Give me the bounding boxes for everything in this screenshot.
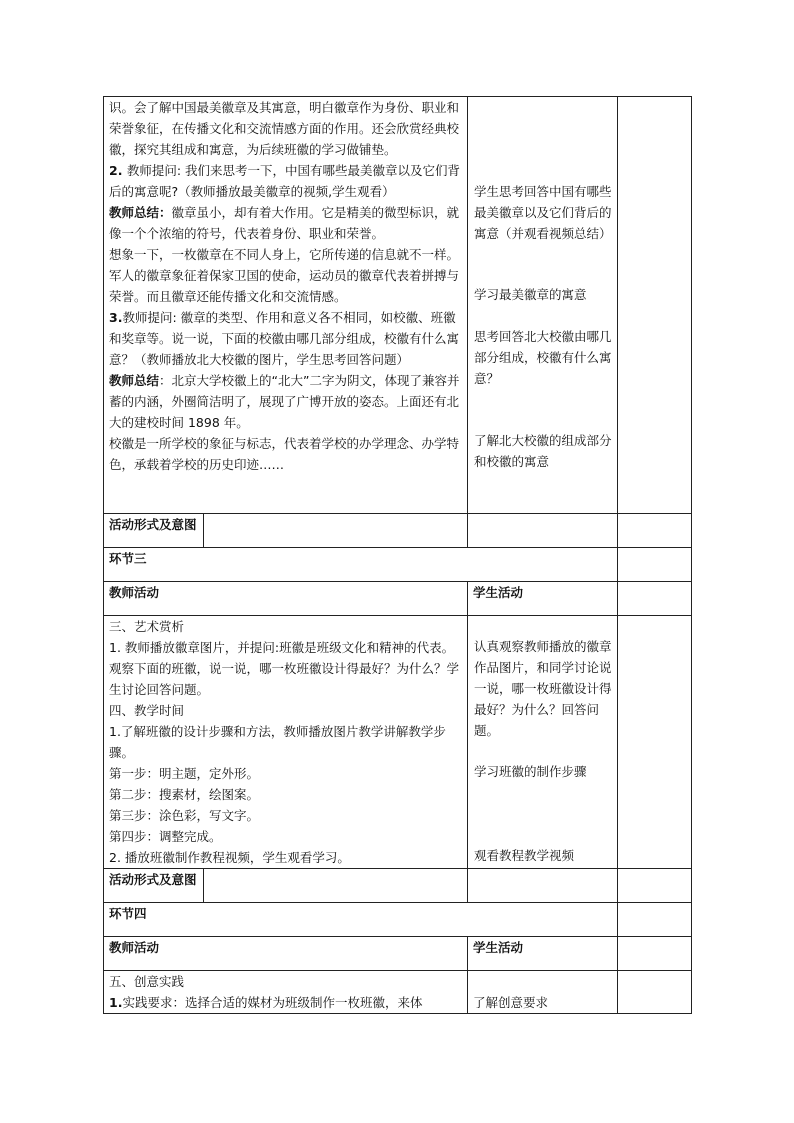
teacher-activity-header-2: 教师活动 [104,937,468,971]
activity-form-row-1 [104,514,692,548]
teacher-design-steps: 1.了解班徽的设计步骤和方法，教师播放图片教学讲解教学步骤。 [109,724,446,760]
creative-practice-heading: 五、创意实践 [109,974,185,989]
section3-student-cell [468,616,618,869]
activity-form-student-cell [468,514,618,548]
teacher-summary-1 [109,202,462,244]
teacher-text-imagine: 想象一下，一枚徽章在不同人身上，它所传递的信息就不一样。军人的徽章象征着保家卫国的使命，运动员的徽章代表着拼搏与荣誉。而且徽章还能传播文化和交流情感。 [109,247,460,304]
section4-student-cell: 了解创意要求 [468,971,618,1014]
art-appreciation-heading: 三、艺术赏析 [109,619,185,634]
stage4-heading: 环节四 [104,903,618,937]
stage3-heading: 环节三 [104,548,618,582]
section3-teacher-cell [104,616,468,869]
stage4-row [104,903,692,937]
teacher-summary-2 [109,370,462,433]
question-3-number: 3. [109,310,123,325]
section1-row [104,97,692,514]
activity-form-note-cell [618,514,692,548]
design-step-3: 第三步：涂色彩，写文字。 [109,808,260,823]
activity-form-label-cell-2 [104,869,468,903]
teacher-step-1: 1. 教师播放徽章图片，并提问:班徽是班级文化和精神的代表。观察下面的班徽，说一说，哪一枚班徽设计得最好？为什么？学生讨论回答问题。 [109,640,460,697]
activity-form-label-2: 活动形式及意图 [109,872,197,887]
stage4-columns-row [104,937,692,971]
activity-form-label: 活动形式及意图 [109,517,197,532]
stage4-note-cell [618,903,692,937]
practice-requirement [109,992,462,1013]
section1-teacher-cell [104,97,468,514]
stage4-header-note-cell [618,937,692,971]
summary-2-text: ：北京大学校徽上的“北大”二字为阴文，体现了兼容并蓄的内涵，外圈简洁明了，展现了广博开放的姿态。上面还有北大的建校时间 1898 年。 [109,373,460,430]
student-activity-1: 学生思考回答中国有哪些最美徽章以及它们背后的寓意（并观看视频总结） [474,184,612,241]
teacher-question-3 [109,307,462,370]
section1-note-cell [618,97,692,514]
section3-row [104,616,692,869]
practice-number: 1. [109,995,123,1010]
design-step-4: 第四步：调整完成。 [109,829,222,844]
student-learn-steps: 学习班徽的制作步骤 [474,764,587,779]
student-activity-2: 学习最美徽章的寓意 [474,287,587,302]
summary-1-label: 教师总结： [109,205,172,220]
question-3-text: 教师提问: 徽章的类型、作用和意义各不相同，如校徽、班徽和奖章等。说一说，下面的校徽由哪几部分组成，校徽有什么寓意？（教师播放北大校徽的图片，学生思考回答问题） [109,310,460,367]
teaching-time-heading: 四、教学时间 [109,703,185,718]
activity-form-student-cell-2 [468,869,618,903]
teacher-text-emblem: 校徽是一所学校的象征与标志，代表着学校的办学理念、办学特色，承载着学校的历史印迹…… [109,436,460,472]
section4-note-cell [618,971,692,1014]
stage3-note-cell [618,548,692,582]
design-step-1: 第一步：明主题，定外形。 [109,766,260,781]
teacher-question-2 [109,160,462,202]
student-watch-video: 观看教程教学视频 [474,848,575,863]
practice-text: 实践要求：选择合适的媒材为班级制作一枚班徽，来体 [122,995,423,1010]
section4-row [104,971,692,1014]
student-observe: 认真观察教师播放的徽章作品图片，和同学讨论说一说，哪一枚班徽设计得最好？为什么？回答问题。 [474,639,612,738]
teacher-activity-header: 教师活动 [104,582,468,616]
student-activity-4: 了解北大校徽的组成部分和校徽的寓意 [474,433,612,469]
student-activity-3: 思考回答北大校徽由哪几部分组成，校徽有什么寓意？ [474,329,612,386]
stage3-columns-row [104,582,692,616]
design-step-2: 第二步：搜素材，绘图案。 [109,787,260,802]
summary-2-label: 教师总结 [109,373,160,388]
student-activity-header: 学生活动 [468,582,618,616]
question-2-text: 教师提问: 我们来思考一下，中国有哪些最美徽章以及它们背后的寓意呢?（教师播放最美徽章的视频,学生观看） [109,163,460,199]
section1-student-cell [468,97,618,514]
activity-form-label-cell [104,514,468,548]
question-2-number: 2. [109,163,127,178]
activity-form-note-cell-2 [618,869,692,903]
lesson-plan-table [103,96,692,1014]
teacher-video-step: 2. 播放班徽制作教程视频，学生观看学习。 [109,850,350,865]
student-activity-header-2: 学生活动 [468,937,618,971]
teacher-text-intro: 识。会了解中国最美徽章及其寓意，明白徽章作为身份、职业和荣誉象征，在传播文化和交流情感方面的作用。还会欣赏经典校徽，探究其组成和寓意，为后续班徽的学习做铺垫。 [109,100,460,157]
stage3-header-note-cell [618,582,692,616]
stage3-row [104,548,692,582]
section3-note-cell [618,616,692,869]
summary-1-text: 徽章虽小，却有着大作用。它是精美的微型标识，就像一个个浓缩的符号，代表着身份、职业和荣誉。 [109,205,460,241]
section4-teacher-cell [104,971,468,1014]
activity-form-row-2 [104,869,692,903]
